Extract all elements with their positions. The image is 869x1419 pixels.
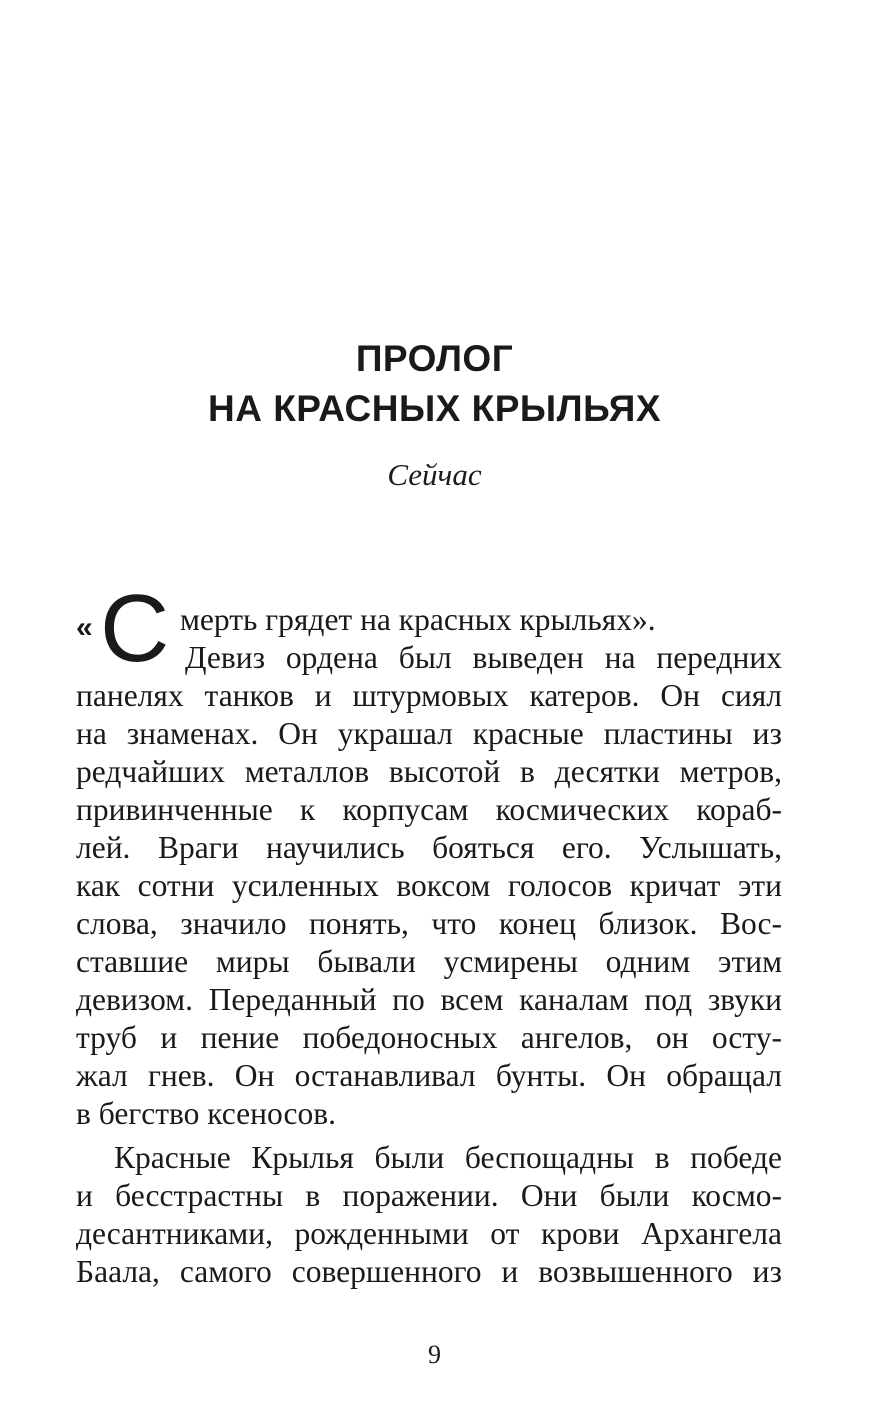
paragraph1-line: слова, значило понять, что конец близок. Вос- (76, 906, 782, 941)
paragraph1-line: в бегство ксеносов. (76, 1096, 337, 1131)
paragraph2-line: Красные Крылья были беспощадны в победе (114, 1140, 782, 1175)
drop-cap-quote-mark: « (76, 611, 93, 644)
paragraph1-line: на знаменах. Он украшал красные пластины из (76, 716, 782, 751)
paragraph1-line: ставшие миры бывали усмирены одним этим (76, 944, 782, 979)
drop-cap-letter: С (100, 575, 170, 682)
page-number: 9 (428, 1340, 441, 1369)
paragraph1-line: как сотни усиленных воксом голосов кричат эти (76, 868, 782, 903)
paragraph1-line: редчайших металлов высотой в десятки метров, (76, 754, 782, 789)
paragraph1-line: панелях танков и штурмовых катеров. Он сиял (76, 678, 782, 713)
chapter-subtitle: Сейчас (387, 457, 482, 492)
paragraph2-line: и бесстрастны в поражении. Они были космо- (76, 1178, 782, 1213)
chapter-label: ПРОЛОГ (355, 338, 514, 379)
paragraph1-line: лей. Враги научились бояться его. Услышать, (76, 830, 782, 865)
paragraph1-line: Девиз ордена был выведен на передних (185, 640, 782, 675)
paragraph1-line: привинченные к корпусам космических кораб- (76, 792, 782, 827)
paragraph1-line: жал гнев. Он останавливал бунты. Он обращал (76, 1058, 782, 1093)
paragraph2-line: десантниками, рожденными от крови Архангела (76, 1216, 782, 1251)
chapter-title: НА КРАСНЫХ КРЫЛЬЯХ (207, 388, 662, 429)
paragraph1-line: мерть грядет на красных крыльях». (180, 602, 656, 637)
paragraph2-line: Баала, самого совершенного и возвышенного из (76, 1254, 782, 1289)
paragraph1-line: девизом. Переданный по всем каналам под звуки (76, 982, 782, 1017)
paragraph1-line: труб и пение победоносных ангелов, он осту- (76, 1020, 782, 1055)
